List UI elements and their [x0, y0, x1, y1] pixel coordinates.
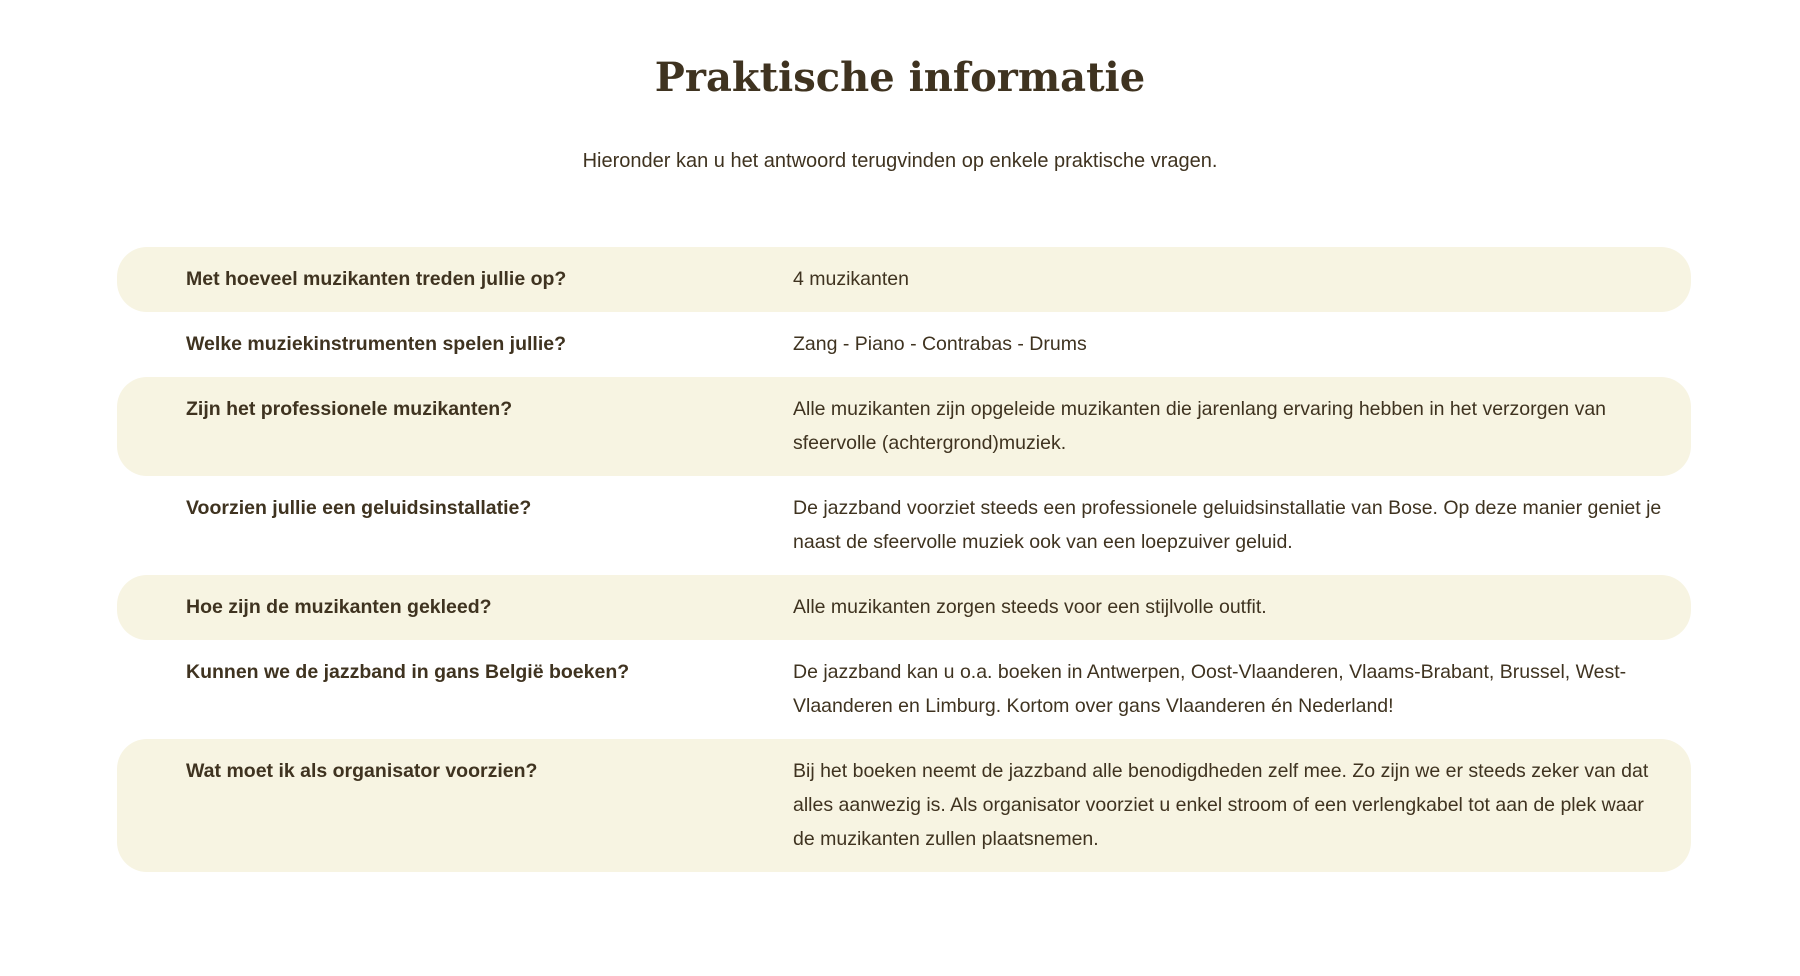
- faq-answer: De jazzband kan u o.a. boeken in Antwerpen, Oost-Vlaanderen, Vlaams-Brabant, Brussel, West-Vlaanderen en Limburg. Kortom over gans Vlaanderen én Nederland!: [793, 661, 1627, 717]
- faq-answer: Bij het boeken neemt de jazzband alle benodigdheden zelf mee. Zo zijn we er steeds zeker van dat alles aanwezig is. Als organisator voorziet u enkel stroom of een verlengkabel tot aan de plek waar de muzikanten zullen plaatsnemen.: [793, 760, 1649, 850]
- faq-answer: 4 muzikanten: [793, 268, 909, 290]
- faq-question: Wat moet ik als organisator voorzien?: [186, 760, 538, 782]
- faq-answer: Zang - Piano - Contrabas - Drums: [793, 333, 1087, 355]
- faq-row: [117, 312, 1691, 377]
- faq-question: Kunnen we de jazzband in gans België boeken?: [186, 661, 630, 683]
- faq-answer: Alle muzikanten zijn opgeleide muzikanten die jarenlang ervaring hebben in het verzorgen van sfeervolle (achtergrond)muziek.: [793, 398, 1607, 454]
- faq-row: [117, 476, 1691, 575]
- faq-answer: Alle muzikanten zorgen steeds voor een stijlvolle outfit.: [793, 596, 1267, 618]
- faq-question: Welke muziekinstrumenten spelen jullie?: [186, 333, 566, 355]
- faq-row: [117, 377, 1691, 476]
- faq-answer: De jazzband voorziet steeds een professionele geluidsinstallatie van Bose. Op deze manier geniet je naast de sfeervolle muziek ook van een loepzuiver geluid.: [793, 497, 1662, 553]
- section-subtitle: Hieronder kan u het antwoord terugvinden op enkele praktische vragen.: [582, 150, 1218, 172]
- faq-question: Zijn het professionele muzikanten?: [186, 398, 513, 420]
- faq-question: Met hoeveel muzikanten treden jullie op?: [186, 268, 567, 290]
- faq-row: [117, 640, 1691, 739]
- faq-row: [117, 575, 1691, 640]
- faq-question: Voorzien jullie een geluidsinstallatie?: [186, 497, 532, 519]
- faq-table: [117, 247, 1691, 872]
- faq-row: [117, 247, 1691, 312]
- faq-row: [117, 739, 1691, 872]
- faq-question: Hoe zijn de muzikanten gekleed?: [186, 596, 492, 618]
- section-title: Praktische informatie: [654, 54, 1146, 101]
